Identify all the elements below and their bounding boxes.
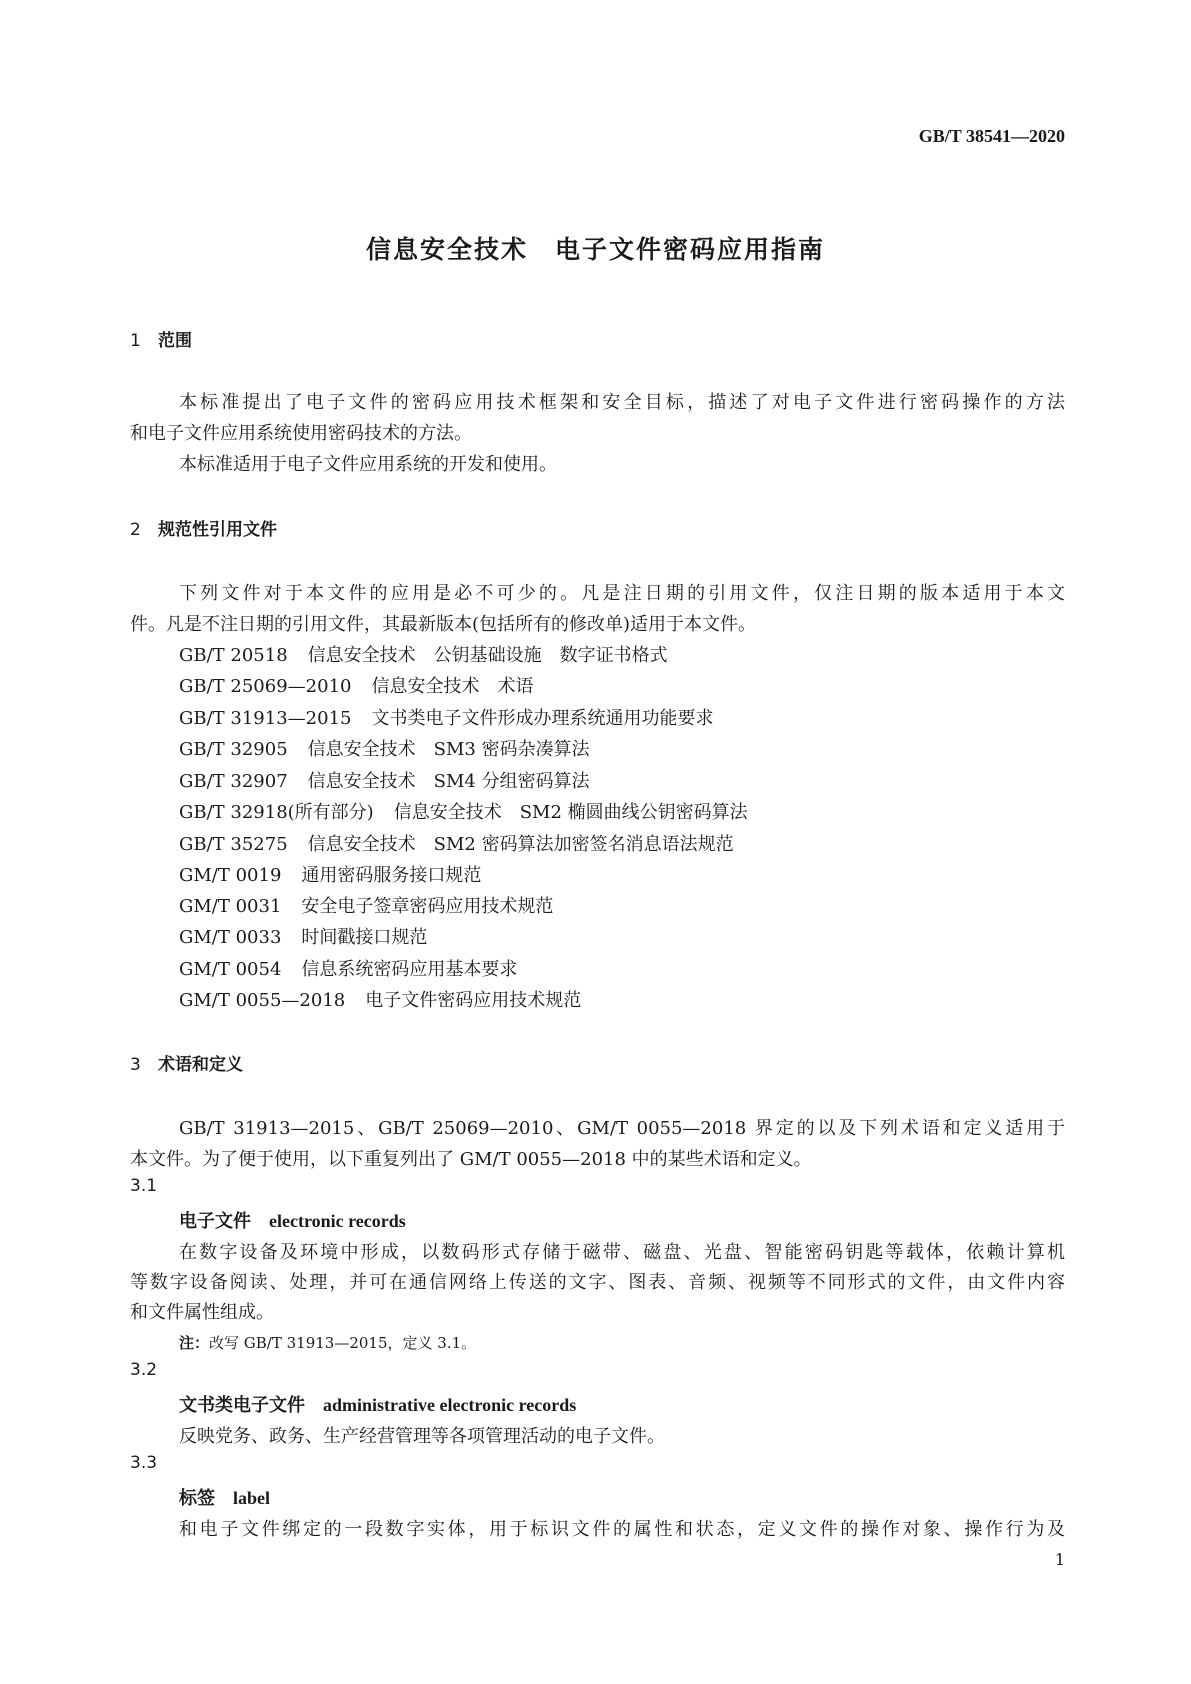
reference-title: 信息安全技术 公钥基础设施 数字证书格式 <box>307 645 668 666</box>
reference-code: GM/T 0033 <box>179 927 282 948</box>
paragraph-line: GB/T 31913—2015、GB/T 25069—2010、GM/T 0055—2018 界定的以及下列术语和定义适用于 <box>179 1118 1065 1139</box>
reference-code: GB/T 25069—2010 <box>179 676 352 697</box>
definition-line: 和电子文件绑定的一段数字实体，用于标识文件的属性和状态，定义文件的操作对象、操作行为及 <box>179 1519 1065 1540</box>
term-zh: 文书类电子文件 <box>179 1395 305 1416</box>
term-number: 3.2 <box>130 1360 158 1380</box>
reference-code: GM/T 0031 <box>179 896 282 917</box>
note-label: 注： <box>179 1334 210 1352</box>
reference-title: 信息安全技术 术语 <box>371 676 534 697</box>
paragraph-line: 本文件。为了便于使用，以下重复列出了 GM/T 0055—2018 中的某些术语和定义。 <box>130 1149 812 1170</box>
reference-title: 通用密码服务接口规范 <box>301 865 482 886</box>
reference-item <box>179 735 590 761</box>
definition-line: 在数字设备及环境中形成，以数码形式存储于磁带、磁盘、光盘、智能密码钥匙等载体，依赖计算机 <box>179 1242 1065 1263</box>
reference-item <box>179 892 553 918</box>
reference-code: GM/T 0019 <box>179 865 282 886</box>
paragraph-line: 下列文件对于本文件的应用是必不可少的。凡是注日期的引用文件，仅注日期的版本适用于本文 <box>179 583 1065 604</box>
term-number: 3.3 <box>130 1453 158 1473</box>
term-zh: 电子文件 <box>179 1211 251 1232</box>
reference-item <box>179 830 734 856</box>
term-number: 3.1 <box>130 1176 158 1196</box>
reference-code: GB/T 20518 <box>179 645 288 666</box>
reference-title: 安全电子签章密码应用技术规范 <box>301 896 554 917</box>
reference-title: 时间戳接口规范 <box>301 927 428 948</box>
page-number: 1 <box>1054 1550 1065 1569</box>
reference-item <box>179 923 427 949</box>
section-title: 规范性引用文件 <box>158 520 277 540</box>
term-heading <box>179 1391 576 1417</box>
term-en: administrative electronic records <box>323 1395 577 1415</box>
section-heading-3 <box>130 1050 243 1075</box>
term-en: label <box>233 1488 271 1508</box>
reference-item <box>179 955 517 981</box>
term-heading <box>179 1484 270 1510</box>
section-number: 2 <box>130 520 141 540</box>
reference-code: GB/T 35275 <box>179 834 288 855</box>
paragraph-line: 和电子文件应用系统使用密码技术的方法。 <box>130 423 472 444</box>
term-heading <box>179 1207 406 1233</box>
reference-item <box>179 704 713 730</box>
reference-item <box>179 798 748 824</box>
reference-item <box>179 986 581 1012</box>
reference-code: GB/T 32905 <box>179 739 288 760</box>
section-number: 1 <box>130 331 141 351</box>
reference-title: 电子文件密码应用技术规范 <box>365 990 582 1011</box>
definition-line: 和文件属性组成。 <box>130 1302 274 1323</box>
paragraph-line: 件。凡是不注日期的引用文件，其最新版本(包括所有的修改单)适用于本文件。 <box>130 614 757 635</box>
reference-item <box>179 672 533 698</box>
paragraph-line: 本标准适用于电子文件应用系统的开发和使用。 <box>179 454 557 475</box>
term-zh: 标签 <box>179 1488 215 1509</box>
section-title: 范围 <box>158 331 192 351</box>
section-number: 3 <box>130 1055 141 1075</box>
reference-code: GM/T 0055—2018 <box>179 990 346 1011</box>
definition-line: 反映党务、政务、生产经营管理等各项管理活动的电子文件。 <box>179 1426 665 1447</box>
reference-item <box>179 861 481 887</box>
reference-code: GB/T 32918(所有部分) <box>179 802 374 823</box>
reference-item <box>179 767 590 793</box>
section-heading-2 <box>130 515 277 540</box>
reference-title: 信息安全技术 SM2 椭圆曲线公钥密码算法 <box>393 802 748 823</box>
reference-code: GB/T 31913—2015 <box>179 708 352 729</box>
reference-title: 信息安全技术 SM4 分组密码算法 <box>307 771 590 792</box>
reference-title: 信息系统密码应用基本要求 <box>301 959 518 980</box>
section-heading-1 <box>130 326 192 351</box>
section-title: 术语和定义 <box>158 1055 243 1075</box>
reference-code: GM/T 0054 <box>179 959 282 980</box>
paragraph-line: 本标准提出了电子文件的密码应用技术框架和安全目标，描述了对电子文件进行密码操作的方法 <box>179 392 1065 413</box>
reference-title: 信息安全技术 SM2 密码算法加密签名消息语法规范 <box>307 834 734 855</box>
definition-line: 等数字设备阅读、处理，并可在通信网络上传送的文字、图表、音频、视频等不同形式的文件，由文件内容 <box>130 1272 1065 1293</box>
reference-title: 文书类电子文件形成办理系统通用功能要求 <box>371 708 714 729</box>
document-title: 信息安全技术 电子文件密码应用指南 <box>365 235 825 264</box>
note-text: 改写 GB/T 31913—2015，定义 3.1。 <box>209 1334 477 1352</box>
standard-number: GB/T 38541—2020 <box>918 126 1065 146</box>
reference-code: GB/T 32907 <box>179 771 288 792</box>
reference-title: 信息安全技术 SM3 密码杂凑算法 <box>307 739 590 760</box>
term-note <box>179 1332 476 1353</box>
reference-item <box>179 641 668 667</box>
term-en: electronic records <box>269 1211 406 1231</box>
